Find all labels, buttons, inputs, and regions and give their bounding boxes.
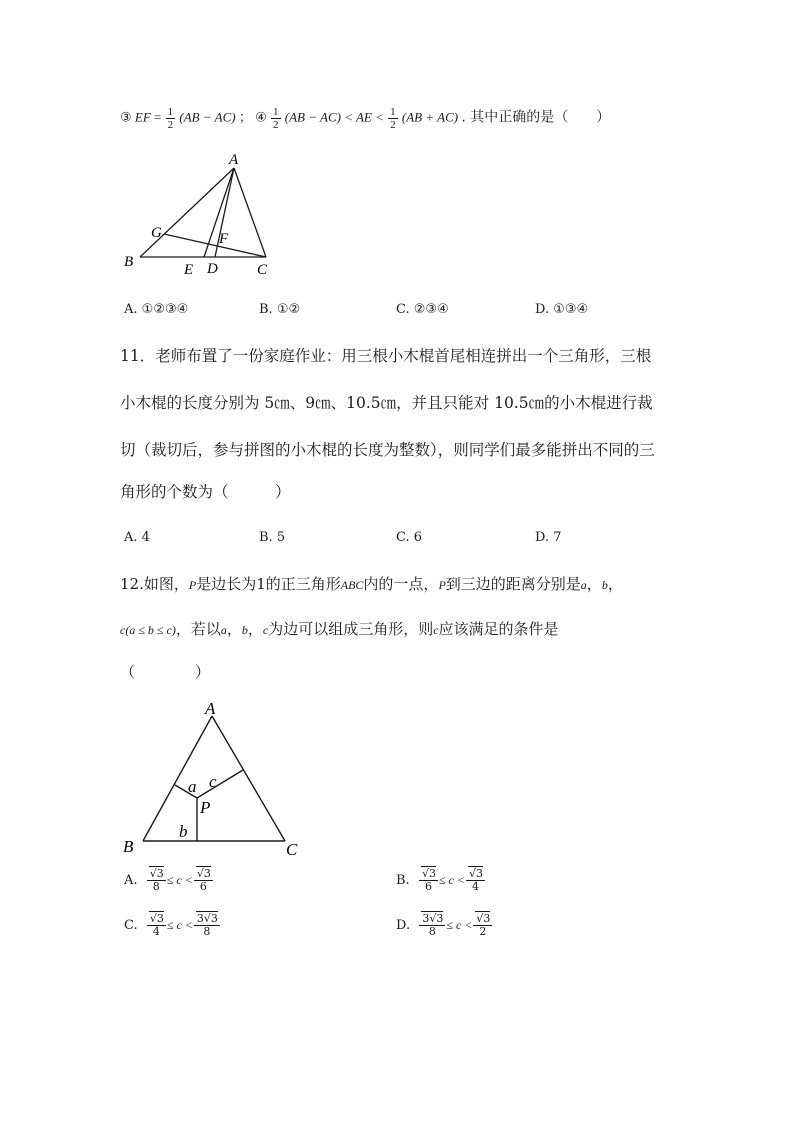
q10-label-E: E [184,262,194,278]
q10-label-D: D [207,261,218,277]
q12-option-d[interactable]: D. $\frac{3√3}{8}$ ≤ c < $\frac{√3}{2}$ [396,912,491,938]
q12-line-2: c(a ≤ b ≤ c)，若以a，b，c为边可以组成三角形，则c应该满足的条件是 [120,620,559,638]
q12-label-c: c [209,772,217,791]
q10-label-G: G [151,225,162,241]
q12-label-a: a [188,777,197,796]
q12-option-b[interactable]: B. $\frac{√3}{6}$ ≤ c < $\frac{√3}{4}$ [396,867,483,893]
stmt4-number: ④ [255,110,267,126]
q11-line-3: 切（裁切后，参与拼图的小木棍的长度为整数），则同学们最多能拼出不同的三 [120,441,655,459]
q10-label-F: F [219,231,229,247]
q12-figure [118,695,318,865]
q10-figure [118,148,288,278]
q12-label-P: P [200,798,211,817]
q12-label-C: C [286,840,298,859]
q12-side-AB [143,716,212,841]
q10-label-C: C [257,262,268,278]
q11-option-b[interactable]: B. 5 [259,530,286,545]
q11-option-a[interactable]: A. 4 [124,530,150,545]
q11-option-d[interactable]: D. 7 [535,530,562,545]
q10-option-b[interactable]: B. ①② [259,302,301,317]
stmt4-fraction-right: $\frac{1}{2}$ [390,106,396,131]
stmt3-eq: = [154,109,162,125]
q10-option-d[interactable]: D. ①③④ [535,302,589,317]
q10-label-B: B [124,254,134,270]
stmt3-number: ③ [120,110,132,126]
stmt3-separator: ； [238,110,252,126]
q10-statements [120,106,610,132]
q11-option-c[interactable]: C. 6 [396,530,423,545]
q11-line-4: 角形的个数为（ ） [120,483,291,501]
q12-seg-c [197,770,243,798]
stmt4-right: (AB + AC) [401,109,459,125]
stmt3-fraction: $\frac{1}{2}$ [167,106,174,131]
stmt3-lhs: EF [134,109,151,125]
q10-label-A: A [229,152,239,168]
q10-question-tail: . 其中正确的是（ ） [461,109,611,126]
q11-line-2: 小木棍的长度分别为 5㎝、9㎝、10.5㎝，并且只能对 10.5㎝的小木棍进行裁 [120,394,653,412]
q12-option-c[interactable]: C. $\frac{√3}{4}$ ≤ c < $\frac{3√3}{8}$ [124,912,218,938]
q10-side-AC [234,168,266,257]
stmt4-fraction-left: $\frac{1}{2}$ [273,106,279,131]
q11-line-1: 11．老师布置了一份家庭作业：用三根小木棍首尾相连拼出一个三角形，三根 [120,347,652,365]
q12-label-b: b [179,822,188,841]
q10-option-c[interactable]: C. ②③④ [396,302,449,317]
q12-label-A: A [205,699,216,718]
q12-line-3: （ ） [120,663,211,681]
q10-seg-GC [164,234,266,257]
q12-label-B: B [123,837,134,856]
stmt4-left: (AB − AC) < AE < [284,109,384,125]
q12-side-AC [212,716,285,841]
q12-line-1: 12.如图，P是边长为1的正三角形ABC内的一点，P到三边的距离分别是a，b， [120,575,623,593]
q10-option-a[interactable]: A. ①②③④ [124,302,189,317]
stmt3-paren: (AB − AC) [179,109,236,125]
q12-option-a[interactable]: A. $\frac{√3}{8}$ ≤ c < $\frac{√3}{6}$ [124,867,211,893]
